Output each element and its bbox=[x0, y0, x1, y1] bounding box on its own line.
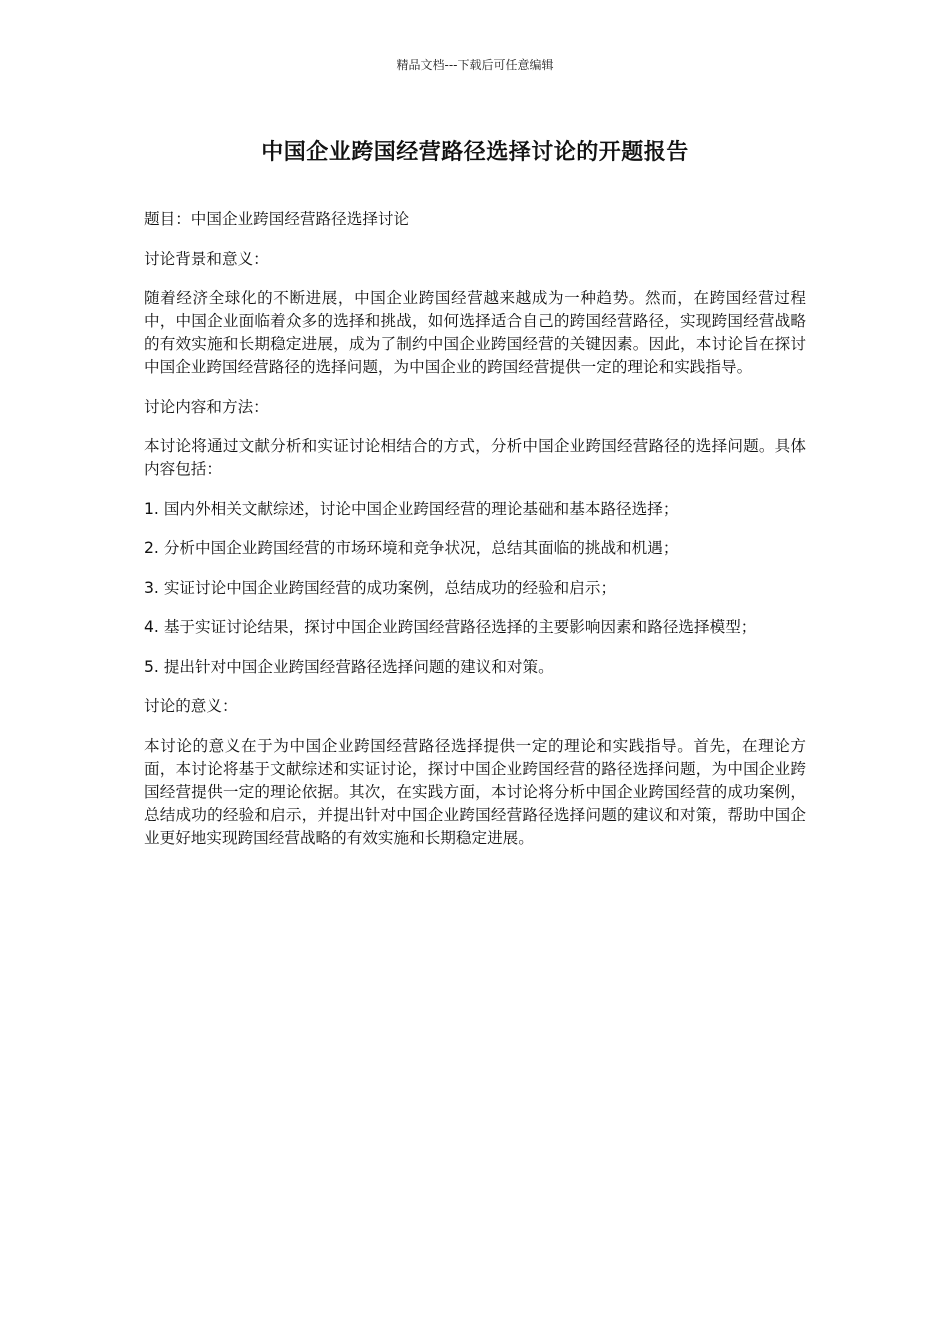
list-item: 4. 基于实证讨论结果，探讨中国企业跨国经营路径选择的主要影响因素和路径选择模型； bbox=[144, 618, 757, 636]
background-heading: 讨论背景和意义： bbox=[144, 249, 269, 268]
page-header: 精品文档---下载后可任意编辑 bbox=[396, 58, 554, 72]
significance-heading: 讨论的意义： bbox=[144, 697, 238, 715]
document-title: 中国企业跨国经营路径选择讨论的开题报告 bbox=[261, 140, 689, 165]
content-intro-paragraph: 本讨论将通过文献分析和实证讨论相结合的方式，分析中国企业跨国经营路径的选择问题。具体内容包括： bbox=[144, 437, 806, 478]
background-paragraph: 随着经济全球化的不断进展，中国企业跨国经营越来越成为一种趋势。然而，在跨国经营过程中，中国企业面临着众多的选择和挑战，如何选择适合自己的跨国经营路径，实现跨国经营战略的有效实施和长期稳定进展，成为了制约中国企业跨国经营的关键因素。因此，本讨论旨在探讨中国企业跨国经营路径的选择问题，为中国企业的跨国经营提供一定的理论和实践指导。 bbox=[144, 289, 806, 376]
list-item: 3. 实证讨论中国企业跨国经营的成功案例，总结成功的经验和启示； bbox=[144, 578, 617, 597]
content-heading: 讨论内容和方法： bbox=[144, 397, 269, 416]
significance-paragraph: 本讨论的意义在于为中国企业跨国经营路径选择提供一定的理论和实践指导。首先，在理论方面，本讨论将基于文献综述和实证讨论，探讨中国企业跨国经营的路径选择问题，为中国企业跨国经营提供一定的理论依据。其次，在实践方面，本讨论将分析中国企业跨国经营的成功案例，总结成功的经验和启示，并提出针对中国企业跨国经营路径选择问题的建议和对策，帮助中国企业更好地实现跨国经营战略的有效实施和长期稳定进展。 bbox=[144, 736, 806, 847]
document-body bbox=[144, 208, 806, 866]
list-item: 2. 分析中国企业跨国经营的市场环境和竞争状况，总结其面临的挑战和机遇； bbox=[144, 539, 679, 557]
list-item: 1. 国内外相关文献综述，讨论中国企业跨国经营的理论基础和基本路径选择； bbox=[144, 499, 679, 518]
topic-line: 题目：中国企业跨国经营路径选择讨论 bbox=[144, 210, 410, 228]
list-item: 5. 提出针对中国企业跨国经营路径选择问题的建议和对策。 bbox=[144, 657, 554, 676]
